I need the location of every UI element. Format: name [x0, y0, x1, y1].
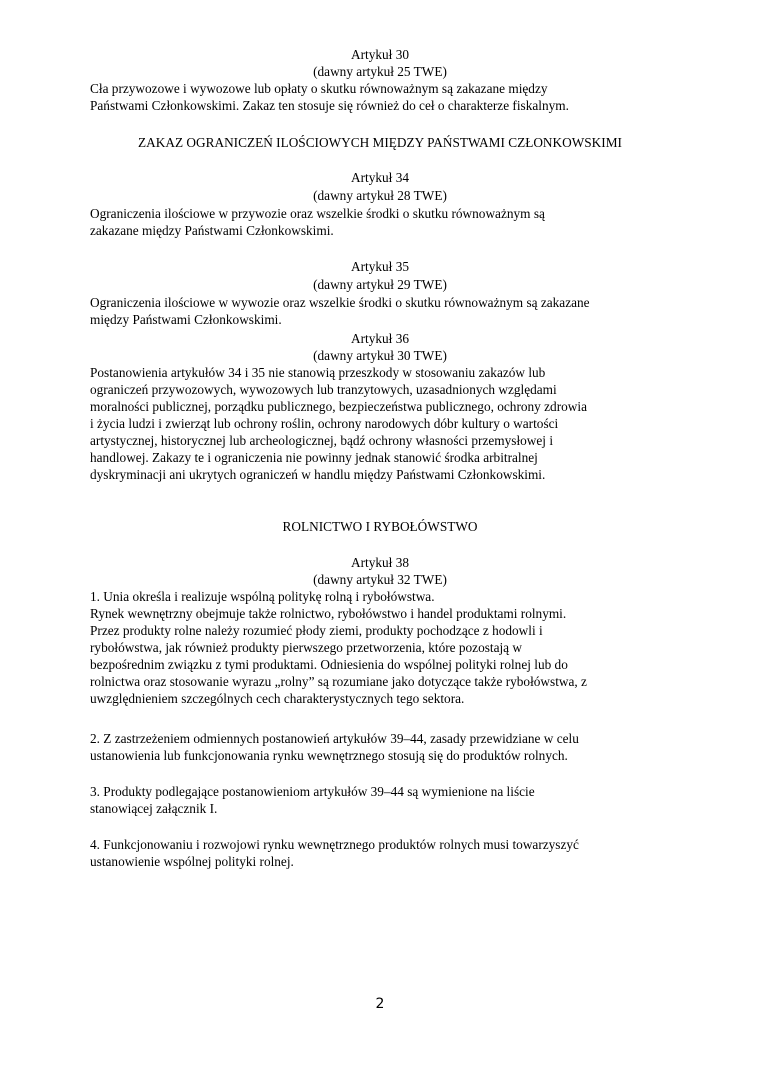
art35-paragraph — [90, 294, 680, 328]
text-line: uwzględnieniem szczególnych cech charakterystycznych tego sektora. — [90, 691, 465, 706]
art38-paragraph-3 — [90, 783, 680, 817]
page-number: 2 — [375, 996, 385, 1012]
text-line: artystycznej, historycznej lub archeologicznej, bądź ochrony własności przemysłowej i — [90, 433, 554, 448]
text-line: 3. Produkty podlegające postanowieniom artykułów 39–44 są wymienione na liście — [90, 784, 535, 799]
text-line: 4. Funkcjonowaniu i rozwojowi rynku wewnętrznego produktów rolnych musi towarzyszyć — [90, 837, 579, 852]
text-line: stanowiącej załącznik I. — [90, 801, 218, 816]
text-line: Państwami Członkowskimi. Zakaz ten stosuje się również do ceł o charakterze fiskalnym. — [90, 98, 569, 113]
art36-heading: Artykuł 36 — [351, 331, 409, 346]
text-line: Rynek wewnętrzny obejmuje także rolnictwo, rybołówstwo i handel produktami rolnymi. — [90, 606, 567, 621]
section-title-agriculture-fisheries: ROLNICTWO I RYBOŁÓWSTWO — [282, 519, 478, 534]
text-line: dyskryminacji ani ukrytych ograniczeń w handlu między Państwami Członkowskimi. — [90, 467, 546, 482]
text-line: Postanowienia artykułów 34 i 35 nie stanowią przeszkody w stosowaniu zakazów lub — [90, 365, 546, 380]
art34-subheading: (dawny artykuł 28 TWE) — [313, 188, 447, 203]
art35-heading: Artykuł 35 — [351, 259, 409, 274]
art34-paragraph — [90, 205, 680, 239]
text-line: ustanowienia lub funkcjonowania rynku wewnętrznego stosują się do produktów rolnych. — [90, 748, 568, 763]
text-line: ustanowienie wspólnej polityki rolnej. — [90, 854, 294, 869]
art30-paragraph — [90, 80, 680, 114]
art36-paragraph — [90, 364, 680, 483]
art30-subheading: (dawny artykuł 25 TWE) — [313, 64, 447, 79]
text-line: 2. Z zastrzeżeniem odmiennych postanowień artykułów 39–44, zasady przewidziane w celu — [90, 731, 579, 746]
text-line: między Państwami Członkowskimi. — [90, 312, 282, 327]
text-line: Ograniczenia ilościowe w przywozie oraz wszelkie środki o skutku równoważnym są — [90, 206, 545, 221]
text-line: Ograniczenia ilościowe w wywozie oraz wszelkie środki o skutku równoważnym są zakazane — [90, 295, 590, 310]
text-line: ograniczeń przywozowych, wywozowych lub tranzytowych, uzasadnionych względami — [90, 382, 557, 397]
text-line: bezpośrednim związku z tymi produktami. Odniesienia do wspólnej polityki rolnej lub do — [90, 657, 568, 672]
text-line: moralności publicznej, porządku publicznego, bezpieczeństwa publicznego, ochrony zdrowia — [90, 399, 587, 414]
text-line: rybołówstwa, jak również produkty pierwszego przetworzenia, które pozostają w — [90, 640, 523, 655]
text-line: Przez produkty rolne należy rozumieć płody ziemi, produkty pochodzące z hodowli i — [90, 623, 543, 638]
art30-heading: Artykuł 30 — [351, 47, 409, 62]
text-line: handlowej. Zakazy te i ograniczenia nie powinny jednak stanowić środka arbitralnej — [90, 450, 538, 465]
art38-heading: Artykuł 38 — [351, 555, 409, 570]
art35-subheading: (dawny artykuł 29 TWE) — [313, 277, 447, 292]
art36-subheading: (dawny artykuł 30 TWE) — [313, 348, 447, 363]
art34-heading: Artykuł 34 — [351, 170, 409, 185]
text-line: 1. Unia określa i realizuje wspólną politykę rolną i rybołówstwa. — [90, 589, 435, 604]
text-line: rolnictwa oraz stosowanie wyrazu „rolny” są rozumiane jako dotyczące także rybołówstwa, z — [90, 674, 587, 689]
art38-paragraph-2 — [90, 730, 680, 764]
art38-subheading: (dawny artykuł 32 TWE) — [313, 572, 447, 587]
section-title-quantitative-restrictions: ZAKAZ OGRANICZEŃ ILOŚCIOWYCH MIĘDZY PAŃSTWAMI CZŁONKOWSKIMI — [138, 135, 622, 150]
text-line: i życia ludzi i zwierząt lub ochrony roślin, ochrony narodowych dóbr kultury o wartości — [90, 416, 559, 431]
art38-paragraph-4 — [90, 836, 680, 870]
text-line: zakazane między Państwami Członkowskimi. — [90, 223, 334, 238]
art38-paragraph-1 — [90, 588, 680, 707]
text-line: Cła przywozowe i wywozowe lub opłaty o skutku równoważnym są zakazane między — [90, 81, 548, 96]
